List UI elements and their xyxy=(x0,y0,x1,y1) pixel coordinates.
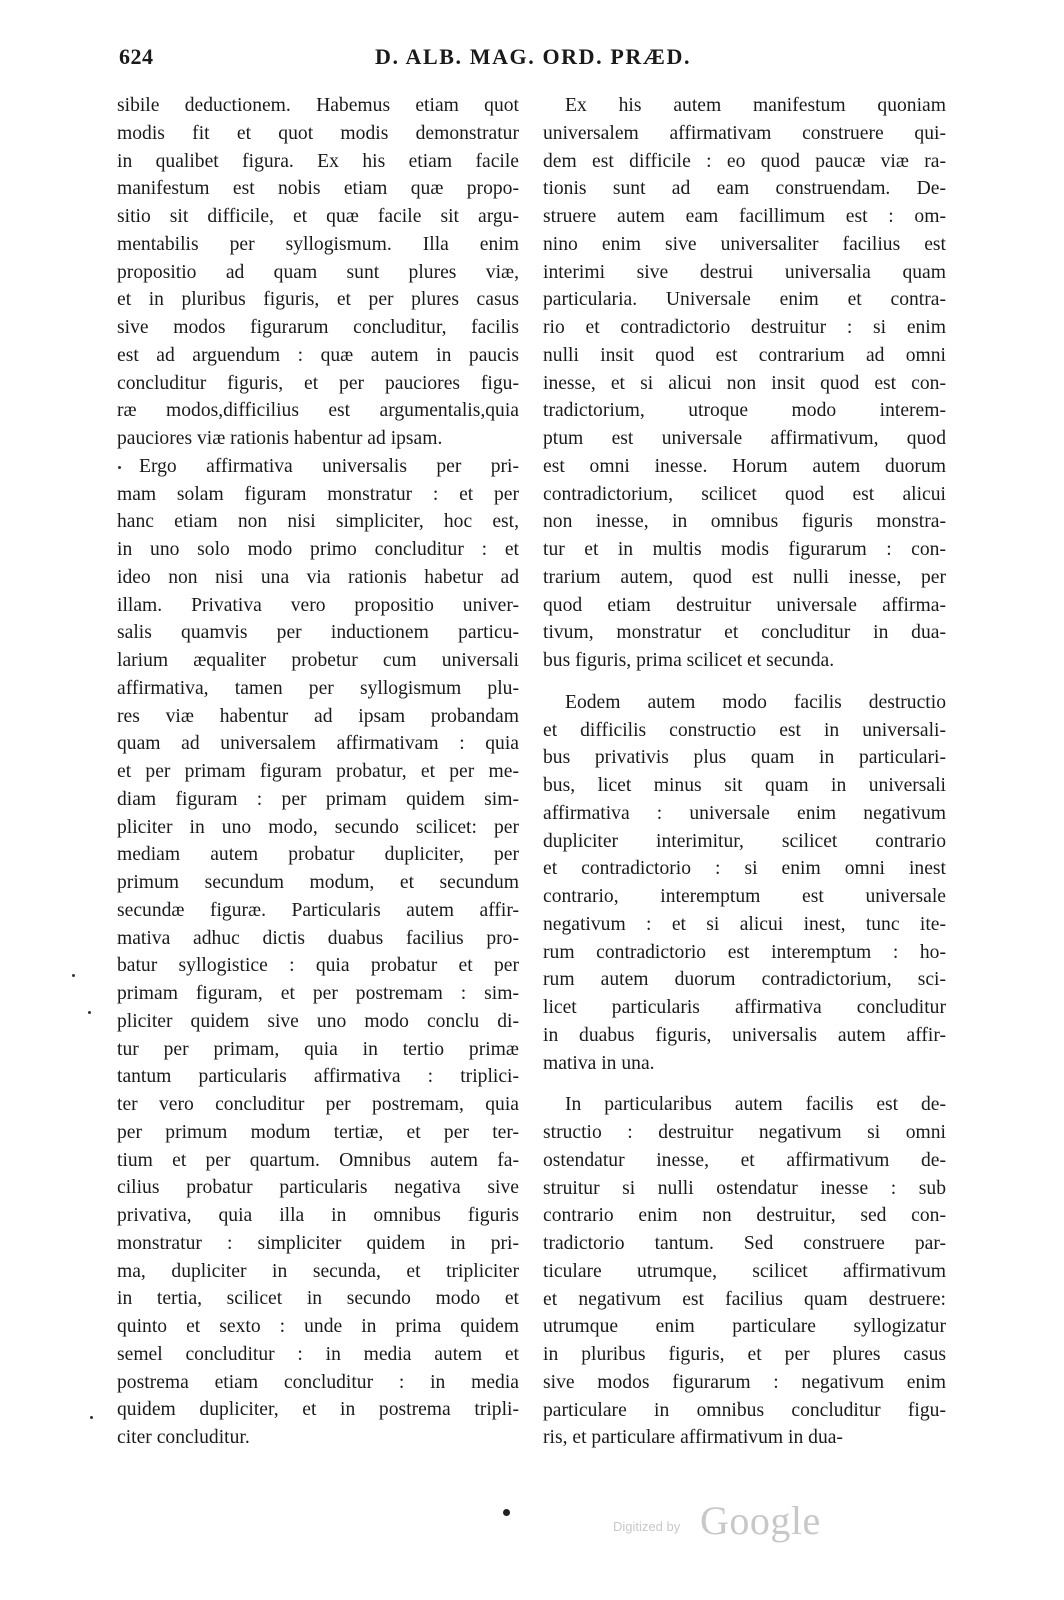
text-line: quam ad universalem affirmativam : quia xyxy=(117,733,519,755)
text-line: mentabilis per syllogismum. Illa enim xyxy=(117,233,519,255)
text-line: mediam autem probatur dupliciter, per xyxy=(117,844,519,866)
text-line: bus privativis plus quam in particulari- xyxy=(543,747,946,769)
text-line: bus figuris, prima scilicet et secunda. xyxy=(543,650,835,671)
text-line: manifestum est nobis etiam quæ propo- xyxy=(117,178,519,200)
text-line: et negativum est facilius quam destruere: xyxy=(543,1288,946,1310)
text-line: rio et contradictorio destruitur : si enim xyxy=(543,317,946,338)
text-line: trarium autem, quod est nulli inesse, per xyxy=(543,566,946,588)
text-line: particularia. Universale enim et contra- xyxy=(543,289,946,311)
text-line: et in pluribus figuris, et per plures casus xyxy=(117,289,519,311)
paragraph xyxy=(543,1091,946,1452)
left-column xyxy=(117,92,519,1452)
text-line: dupliciter interimitur, scilicet contrario xyxy=(543,830,946,852)
text-line: tradictorio tantum. Sed construere par- xyxy=(543,1233,946,1254)
text-line: dem est difficile : eo quod paucæ viæ ra- xyxy=(543,150,946,172)
text-line: primam figuram, et per postremam : sim- xyxy=(117,983,519,1004)
text-line: pliciter quidem sive uno modo conclu di- xyxy=(117,1010,519,1032)
digitized-watermark xyxy=(613,1497,853,1543)
text-line: inesse, et si alicui non insit quod est con- xyxy=(543,372,946,394)
text-line: rum autem duorum contradictorium, sci- xyxy=(543,969,946,991)
running-head: D. ALB. MAG. ORD. PRÆD. xyxy=(375,44,692,69)
text-line: nulli insit quod est contrarium ad omni xyxy=(543,344,946,366)
paragraph xyxy=(543,92,946,675)
right-column xyxy=(543,92,946,1452)
paragraph xyxy=(543,689,946,1078)
margin-speck xyxy=(72,974,75,977)
text-line: ter vero concluditur per postremam, quia xyxy=(117,1094,519,1115)
text-line: struere autem eam facillimum est : om- xyxy=(543,206,946,227)
footer-dot xyxy=(503,1509,510,1516)
text-line: et contradictorio : si enim omni inest xyxy=(543,858,946,880)
text-line: negativum : et si alicui inest, tunc ite- xyxy=(543,913,946,935)
text-line: et per primam figuram probatur, et per me- xyxy=(117,761,519,782)
page-number: 624 xyxy=(119,44,154,69)
text-line: in pluribus figuris, et per plures casus xyxy=(543,1344,946,1365)
text-line: tantum particularis affirmativa : triplici- xyxy=(117,1066,519,1088)
text-line: est ad arguendum : quæ autem in paucis xyxy=(117,344,519,366)
text-line: quidem dupliciter, et in postrema tripli- xyxy=(117,1399,519,1421)
text-line: mativa adhuc dictis duabus facilius pro- xyxy=(117,927,519,949)
text-line: contrario enim non destruitur, sed con- xyxy=(543,1205,946,1227)
text-line: per primum modum tertiæ, et per ter- xyxy=(117,1121,519,1143)
text-line: tur per primam, quia in tertio primæ xyxy=(117,1038,519,1060)
text-line: ptum est universale affirmativum, quod xyxy=(543,428,946,449)
text-line: licet particularis affirmativa concluditur xyxy=(543,997,946,1018)
text-line: postrema etiam concluditur : in media xyxy=(117,1371,519,1393)
margin-speck xyxy=(90,1416,93,1419)
text-line: ma, dupliciter in secunda, et tripliciter xyxy=(117,1260,519,1282)
watermark-logo: Google xyxy=(700,1498,821,1543)
text-line: In particularibus autem facilis est de- xyxy=(565,1094,946,1116)
text-line: ticulare utrumque, scilicet affirmativum xyxy=(543,1260,946,1282)
text-line: et difficilis constructio est in universali- xyxy=(543,719,946,741)
text-line: propositio ad quam sunt plures viæ, xyxy=(117,261,519,283)
text-line: contradictorium, scilicet quod est alicui xyxy=(543,483,946,505)
text-line: mativa in una. xyxy=(543,1052,655,1074)
text-line: pauciores viæ rationis habentur ad ipsam. xyxy=(117,428,443,449)
text-line: ris, et particulare affirmativum in dua- xyxy=(543,1427,843,1449)
paragraph xyxy=(117,92,519,453)
text-line: sive modos figurarum concluditur, facilis xyxy=(117,317,519,338)
text-line: tium et per quartum. Omnibus autem fa- xyxy=(117,1149,519,1171)
text-line: Ergo affirmativa universalis per pri- xyxy=(139,455,519,477)
text-line: quod etiam destruitur universale affirma- xyxy=(543,594,946,616)
text-line: nino enim sive universaliter facilius est xyxy=(543,233,946,255)
text-line: in qualibet figura. Ex his etiam facile xyxy=(117,150,519,172)
margin-speck xyxy=(118,466,121,469)
text-line: semel concluditur : in media autem et xyxy=(117,1343,519,1365)
margin-speck xyxy=(88,1011,91,1014)
page-header xyxy=(0,44,1064,74)
watermark-prefix: Digitized by xyxy=(613,1519,681,1534)
text-line: bus, licet minus sit quam in universali xyxy=(543,775,946,796)
text-line: citer concluditur. xyxy=(117,1427,250,1448)
text-line: universalem affirmativam construere qui- xyxy=(543,122,946,144)
text-line: sitio sit difficile, et quæ facile sit argu- xyxy=(117,206,519,227)
text-line: batur syllogistice : quia probatur et per xyxy=(117,955,519,977)
text-line: affirmativa, tamen per syllogismum plu- xyxy=(117,677,519,699)
text-line: tivum, monstratur et concluditur in dua- xyxy=(543,622,946,644)
text-line: hanc etiam non nisi simpliciter, hoc est, xyxy=(117,511,519,533)
text-line: ostendatur inesse, et affirmativum de- xyxy=(543,1149,946,1171)
text-line: larium æqualiter probetur cum universali xyxy=(117,650,519,671)
text-line: contrario, interemptum est universale xyxy=(543,886,946,907)
paragraph xyxy=(117,453,519,1452)
text-line: cilius probatur particularis negativa sive xyxy=(117,1177,519,1199)
text-line: privativa, quia illa in omnibus figuris xyxy=(117,1205,519,1226)
text-line: utrumque enim particulare syllogizatur xyxy=(543,1316,946,1338)
text-line: non inesse, in omnibus figuris monstra- xyxy=(543,511,946,533)
text-line: diam figuram : per primam quidem sim- xyxy=(117,788,519,810)
text-line: rum contradictorio est interemptum : ho- xyxy=(543,941,946,963)
text-line: salis quamvis per inductionem particu- xyxy=(117,622,519,644)
text-line: tur et in multis modis figurarum : con- xyxy=(543,539,946,560)
text-line: particulare in omnibus concluditur figu- xyxy=(543,1399,946,1421)
text-line: interimi sive destrui universalia quam xyxy=(543,261,946,283)
text-line: primum secundum modum, et secundum xyxy=(117,872,519,893)
text-line: structio : destruitur negativum si omni xyxy=(543,1122,946,1143)
text-line: modis fit et quot modis demonstratur xyxy=(117,122,519,144)
text-line: quinto et sexto : unde in prima quidem xyxy=(117,1316,519,1337)
text-line: secundæ figuræ. Particularis autem affir- xyxy=(117,899,519,921)
text-line: Ex his autem manifestum quoniam xyxy=(565,95,946,116)
text-line: in uno solo modo primo concluditur : et xyxy=(117,539,519,560)
text-line: monstratur : simpliciter quidem in pri- xyxy=(117,1232,519,1254)
text-line: tradictorium, utroque modo interem- xyxy=(543,400,946,422)
text-line: in tertia, scilicet in secundo modo et xyxy=(117,1288,519,1310)
text-line: res viæ habentur ad ipsam probandam xyxy=(117,705,519,727)
text-line: illam. Privativa vero propositio univer- xyxy=(117,594,519,616)
text-line: Eodem autem modo facilis destructio xyxy=(565,691,946,713)
text-line: struitur si nulli ostendatur inesse : sub xyxy=(543,1177,946,1199)
text-line: mam solam figuram monstratur : et per xyxy=(117,483,519,505)
text-line: concluditur figuris, et per pauciores figu- xyxy=(117,372,519,394)
text-line: ræ modos,difficilius est argumentalis,quia xyxy=(117,400,519,422)
text-line: in duabus figuris, universalis autem affir- xyxy=(543,1024,946,1046)
text-line: sive modos figurarum : negativum enim xyxy=(543,1371,946,1393)
text-line: affirmativa : universale enim negativum xyxy=(543,802,946,824)
text-line: pliciter in uno modo, secundo scilicet: per xyxy=(117,816,519,838)
text-line: sibile deductionem. Habemus etiam quot xyxy=(117,95,519,116)
text-line: tionis sunt ad eam construendam. De- xyxy=(543,178,946,200)
text-line: est omni inesse. Horum autem duorum xyxy=(543,455,946,477)
text-line: ideo non nisi una via rationis habetur ad xyxy=(117,566,519,588)
